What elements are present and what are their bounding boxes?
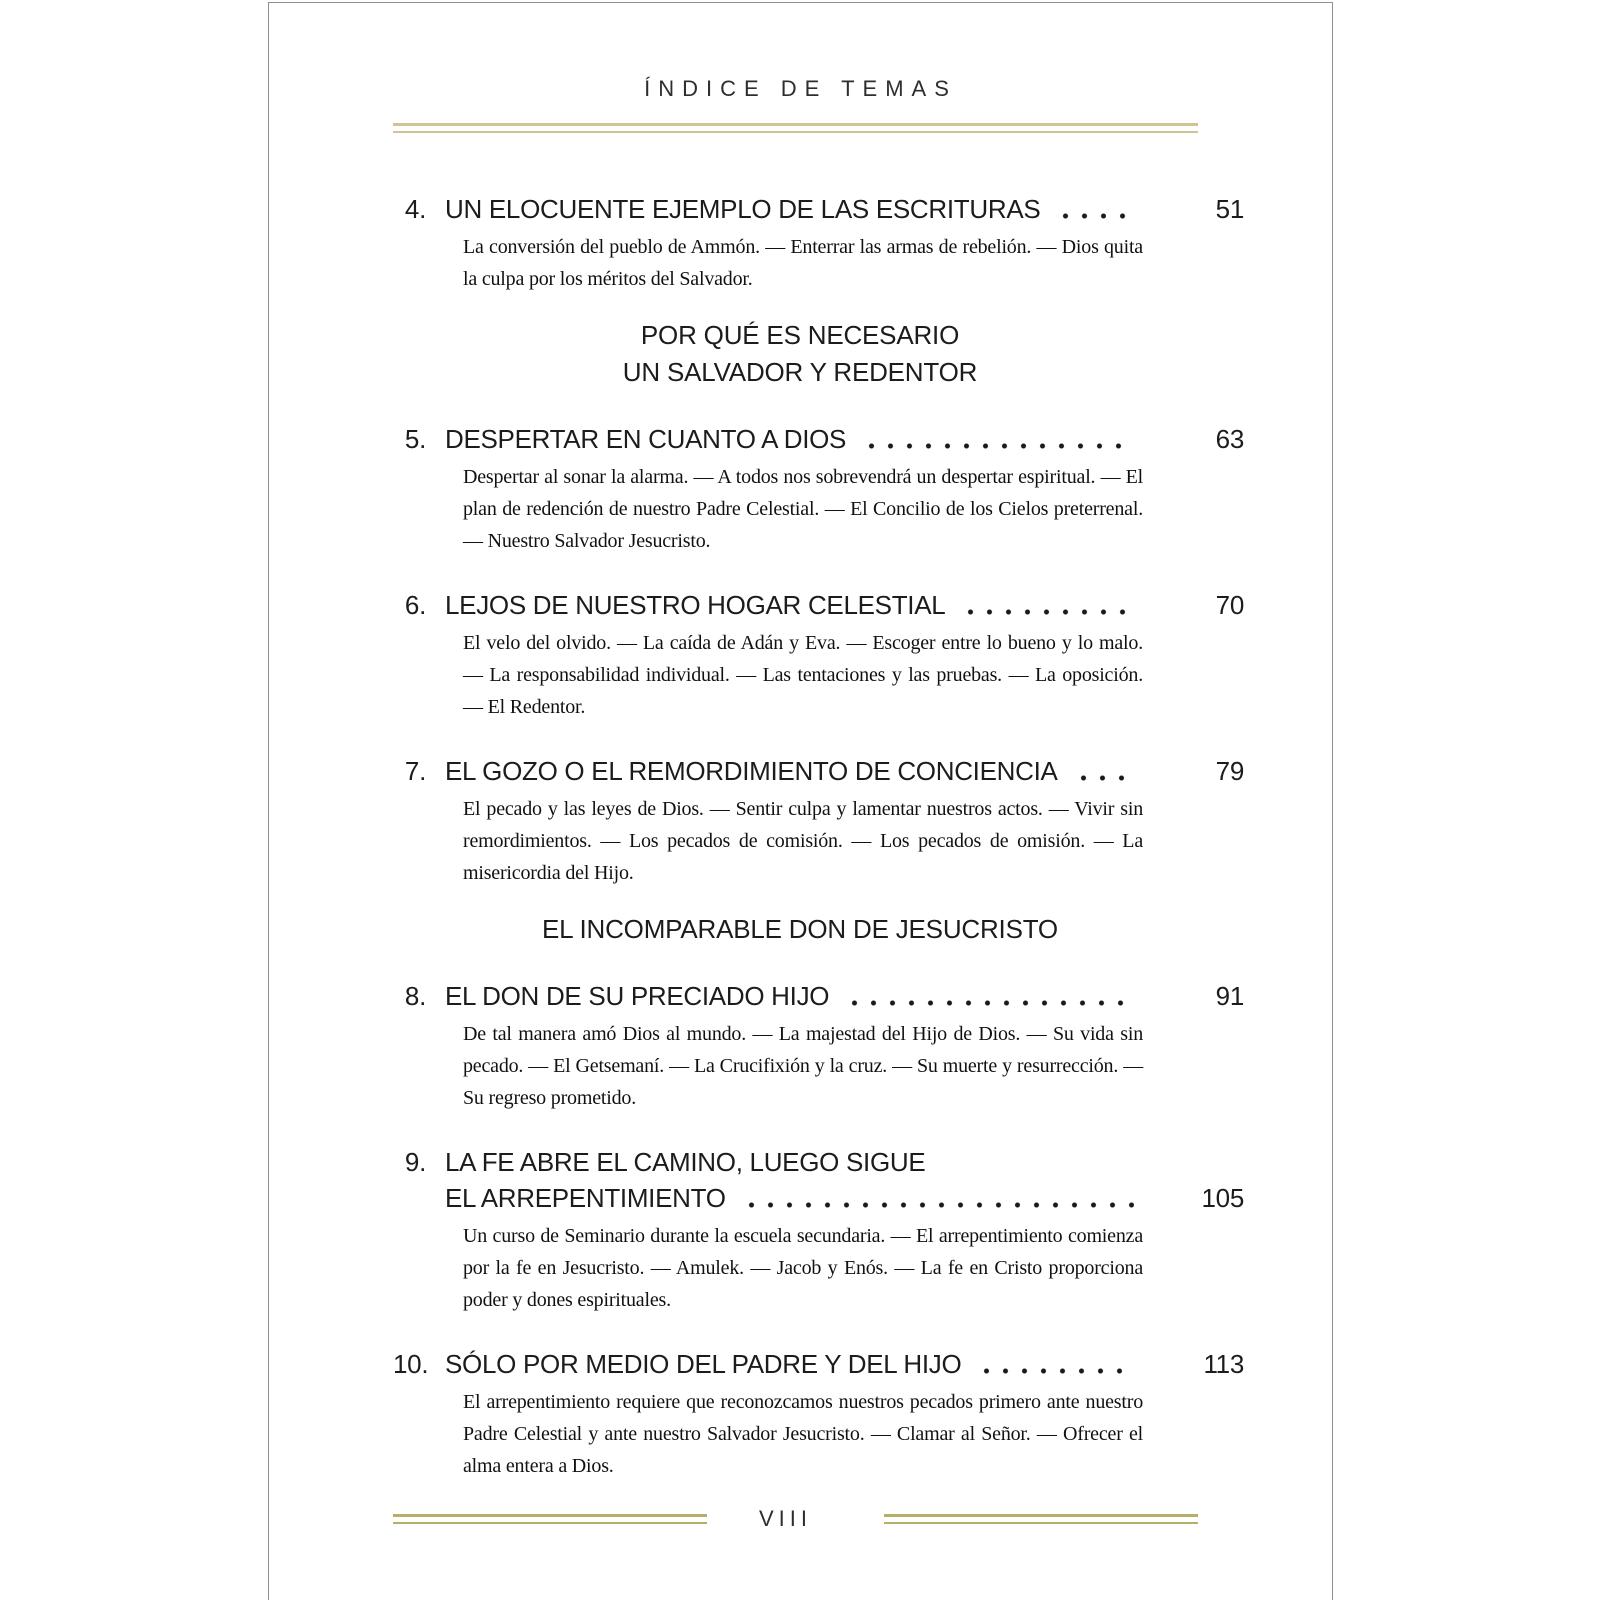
- toc-entry-title-row: [393, 978, 1244, 1014]
- toc-footer: [393, 1506, 1198, 1532]
- toc-entry-title: LA FE ABRE EL CAMINO, LUEGO SIGUE: [445, 1147, 926, 1177]
- page-title: ÍNDICE DE TEMAS: [644, 76, 957, 101]
- section-heading-line: POR QUÉ ES NECESARIO: [640, 320, 960, 350]
- toc-entry-titles: [393, 753, 1244, 789]
- toc-entry: [393, 421, 1244, 557]
- toc-entry-title: DESPERTAR EN CUANTO A DIOS: [445, 424, 847, 454]
- toc-entry-title-row: [393, 1180, 1244, 1216]
- toc-entry-page-number: 63: [1215, 424, 1244, 454]
- toc-entry-title-row: [393, 1144, 1244, 1180]
- toc-entry-title: UN ELOCUENTE EJEMPLO DE LAS ESCRITURAS: [445, 194, 1041, 224]
- toc-entry-title: EL GOZO O EL REMORDIMIENTO DE CONCIENCIA: [445, 756, 1058, 786]
- toc-entry-description: El arrepentimiento requiere que reconozcamos nuestros pecados primero ante nuestro Padre Celestial y ante nuestro Salvador Jesucristo. — Clamar al Señor. — Ofrecer el alma entera a Dios.: [463, 1391, 1143, 1477]
- toc-entry-page-number: 105: [1201, 1183, 1244, 1213]
- toc-entry-page-number: 70: [1215, 590, 1244, 620]
- toc-entry-title-row: [393, 1346, 1244, 1382]
- toc-entry-page-number: 79: [1215, 756, 1244, 786]
- toc-entry-titles: [393, 1144, 1244, 1216]
- toc-entry-number: 9.: [404, 1147, 426, 1177]
- toc-entry-title-row: [393, 587, 1244, 623]
- toc-entry-titles: [393, 1346, 1244, 1382]
- toc-entry-title-row: [393, 753, 1244, 789]
- toc-entry: [393, 1144, 1244, 1316]
- toc-entry: [393, 978, 1244, 1114]
- toc-entry: [393, 1346, 1244, 1482]
- toc-entry-title: SÓLO POR MEDIO DEL PADRE Y DEL HIJO: [445, 1349, 962, 1379]
- dot-leader: [1052, 191, 1134, 227]
- dot-leader: [973, 1346, 1134, 1382]
- toc-entry-description: La conversión del pueblo de Ammón. — Enterrar las armas de rebelión. — Dios quita la culpa por los méritos del Salvador.: [463, 236, 1143, 290]
- footer-rule-left: [393, 1514, 707, 1524]
- toc-entry: [393, 753, 1244, 889]
- toc-entry-title: EL DON DE SU PRECIADO HIJO: [445, 981, 830, 1011]
- toc-entry-number: 5.: [404, 424, 426, 454]
- toc-entry-title-row: [393, 421, 1244, 457]
- toc-entry: [393, 587, 1244, 723]
- section-heading-line: UN SALVADOR Y REDENTOR: [622, 357, 978, 387]
- toc-entry-title-row: [393, 191, 1244, 227]
- toc-entry-titles: [393, 587, 1244, 623]
- toc-entry-number: 4.: [404, 194, 426, 224]
- toc-entry-number: 8.: [404, 981, 426, 1011]
- toc-entry-list: [393, 191, 1244, 1482]
- dot-leader: [1070, 753, 1134, 789]
- toc-entry-description: El pecado y las leyes de Dios. — Sentir culpa y lamentar nuestros actos. — Vivir sin remordimientos. — Los pecados de comisión. — Los pecados de omisión. — La misericordia del Hijo.: [463, 798, 1143, 884]
- dot-leader: [957, 587, 1134, 623]
- dot-leader: [738, 1180, 1134, 1216]
- toc-entry-title: EL ARREPENTIMIENTO: [445, 1183, 726, 1213]
- toc-entry-titles: [393, 978, 1244, 1014]
- toc-entry-number: 7.: [404, 756, 426, 786]
- toc-entry-description: De tal manera amó Dios al mundo. — La majestad del Hijo de Dios. — Su vida sin pecado. — El Getsemaní. — La Crucifixión y la cruz. — Su muerte y resurrección. — Su regreso prometido.: [463, 1023, 1143, 1109]
- toc-header: [393, 75, 1244, 133]
- toc-entry-description: Un curso de Seminario durante la escuela secundaria. — El arrepentimiento comienza por la fe en Jesucristo. — Amulek. — Jacob y Enós. — La fe en Cristo proporciona poder y dones espirituales.: [463, 1225, 1143, 1311]
- page-number-roman: VIII: [759, 1506, 813, 1531]
- toc-entry-page-number: 91: [1215, 981, 1244, 1011]
- book-page: [268, 2, 1333, 1600]
- toc-entry-description: Despertar al sonar la alarma. — A todos nos sobrevendrá un despertar espiritual. — El plan de redención de nuestro Padre Celestial. — El Concilio de los Cielos preterrenal. — Nuestro Salvador Jesucristo.: [463, 466, 1143, 552]
- toc-entry-title: LEJOS DE NUESTRO HOGAR CELESTIAL: [445, 590, 946, 620]
- section-heading-line: EL INCOMPARABLE DON DE JESUCRISTO: [542, 914, 1058, 944]
- toc-entry-number: 10.: [393, 1349, 429, 1379]
- toc-entry-page-number: 113: [1203, 1349, 1244, 1379]
- section-heading: [393, 911, 1207, 948]
- header-double-rule: [393, 123, 1198, 133]
- dot-leader: [841, 978, 1134, 1014]
- toc-entry-number: 6.: [404, 590, 426, 620]
- dot-leader: [858, 421, 1134, 457]
- toc-entry: [393, 191, 1244, 295]
- toc-entry-titles: [393, 421, 1244, 457]
- section-heading: [393, 317, 1207, 391]
- toc-entry-page-number: 51: [1215, 194, 1244, 224]
- toc-entry-description: El velo del olvido. — La caída de Adán y Eva. — Escoger entre lo bueno y lo malo. — La responsabilidad individual. — Las tentaciones y las pruebas. — La oposición. — El Redentor.: [463, 632, 1143, 718]
- toc-entry-titles: [393, 191, 1244, 227]
- footer-rule-right: [884, 1514, 1198, 1524]
